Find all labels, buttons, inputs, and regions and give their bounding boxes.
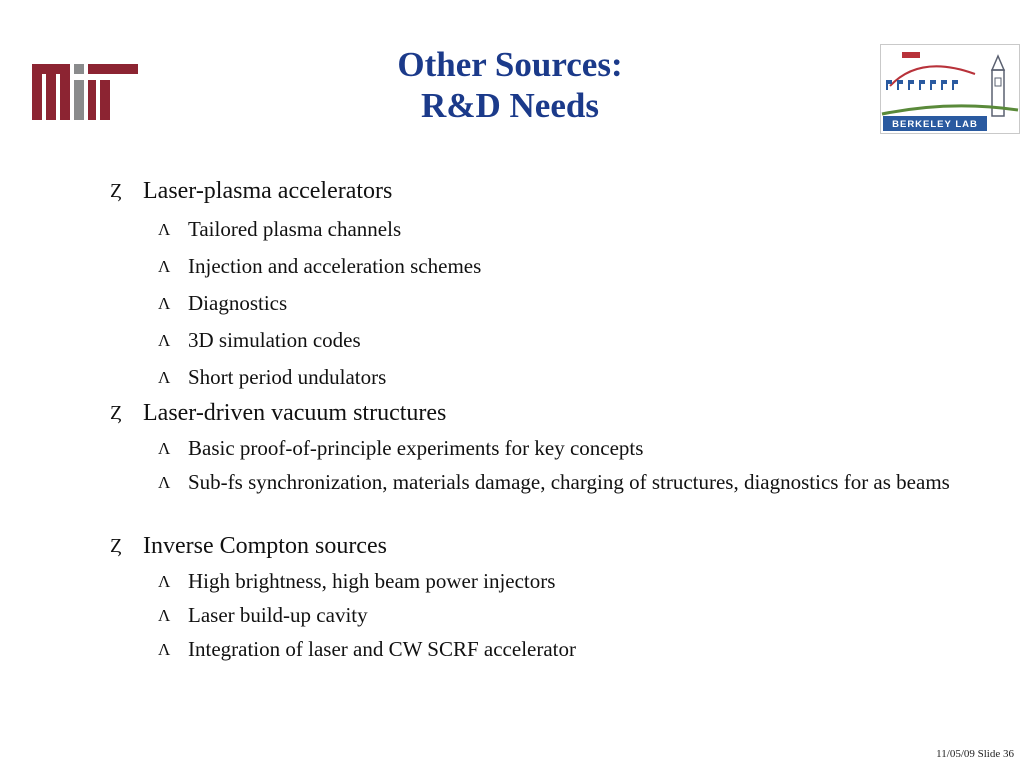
sub-bullet-marker: Ʌ	[158, 572, 171, 591]
slide-title	[250, 44, 770, 126]
sub-bullet-text: Basic proof-of-principle experiments for key concepts	[188, 436, 644, 460]
slide-footer: 11/05/09 Slide 36	[936, 748, 1014, 760]
bullet-text: Inverse Compton sources	[143, 533, 387, 559]
sub-bullet-marker: Ʌ	[158, 439, 171, 458]
sub-bullet-text: Tailored plasma channels	[188, 217, 402, 241]
bullet-text: Laser-plasma accelerators	[143, 178, 393, 204]
sub-bullet-text: Laser build-up cavity	[188, 603, 368, 627]
sub-bullet-text: Sub-fs synchronization, materials damage, charging of structures, diagnostics for as beams	[188, 470, 950, 494]
sub-bullet-marker: Ʌ	[158, 606, 171, 625]
sub-bullet-marker: Ʌ	[158, 473, 171, 492]
sub-bullet-text: 3D simulation codes	[188, 328, 361, 352]
sub-bullet-text: Short period undulators	[188, 365, 387, 389]
bullet-marker: Ȥ	[110, 402, 123, 424]
mit-logo	[32, 64, 138, 120]
bullet-marker: Ȥ	[110, 535, 123, 557]
bullet-marker: Ȥ	[110, 180, 123, 202]
sub-bullet-marker: Ʌ	[158, 257, 171, 276]
sub-bullet-text: High brightness, high beam power injectors	[188, 569, 556, 593]
sub-bullet-text: Injection and acceleration schemes	[188, 254, 482, 278]
sub-bullet-marker: Ʌ	[158, 368, 171, 387]
title-line-2: R&D Needs	[421, 86, 599, 125]
sub-bullet-marker: Ʌ	[158, 220, 171, 239]
sub-bullet-text: Integration of laser and CW SCRF accelerator	[188, 637, 576, 661]
title-line-1: Other Sources:	[397, 45, 623, 84]
sub-bullet-text: Diagnostics	[188, 291, 288, 315]
sub-bullet-marker: Ʌ	[158, 294, 171, 313]
berkeley-lab-logo	[880, 44, 1020, 134]
sub-bullet-marker: Ʌ	[158, 640, 171, 659]
bullet-text: Laser-driven vacuum structures	[143, 400, 447, 426]
sub-bullet-marker: Ʌ	[158, 331, 171, 350]
berkeley-lab-label: BERKELEY LAB	[892, 119, 978, 130]
